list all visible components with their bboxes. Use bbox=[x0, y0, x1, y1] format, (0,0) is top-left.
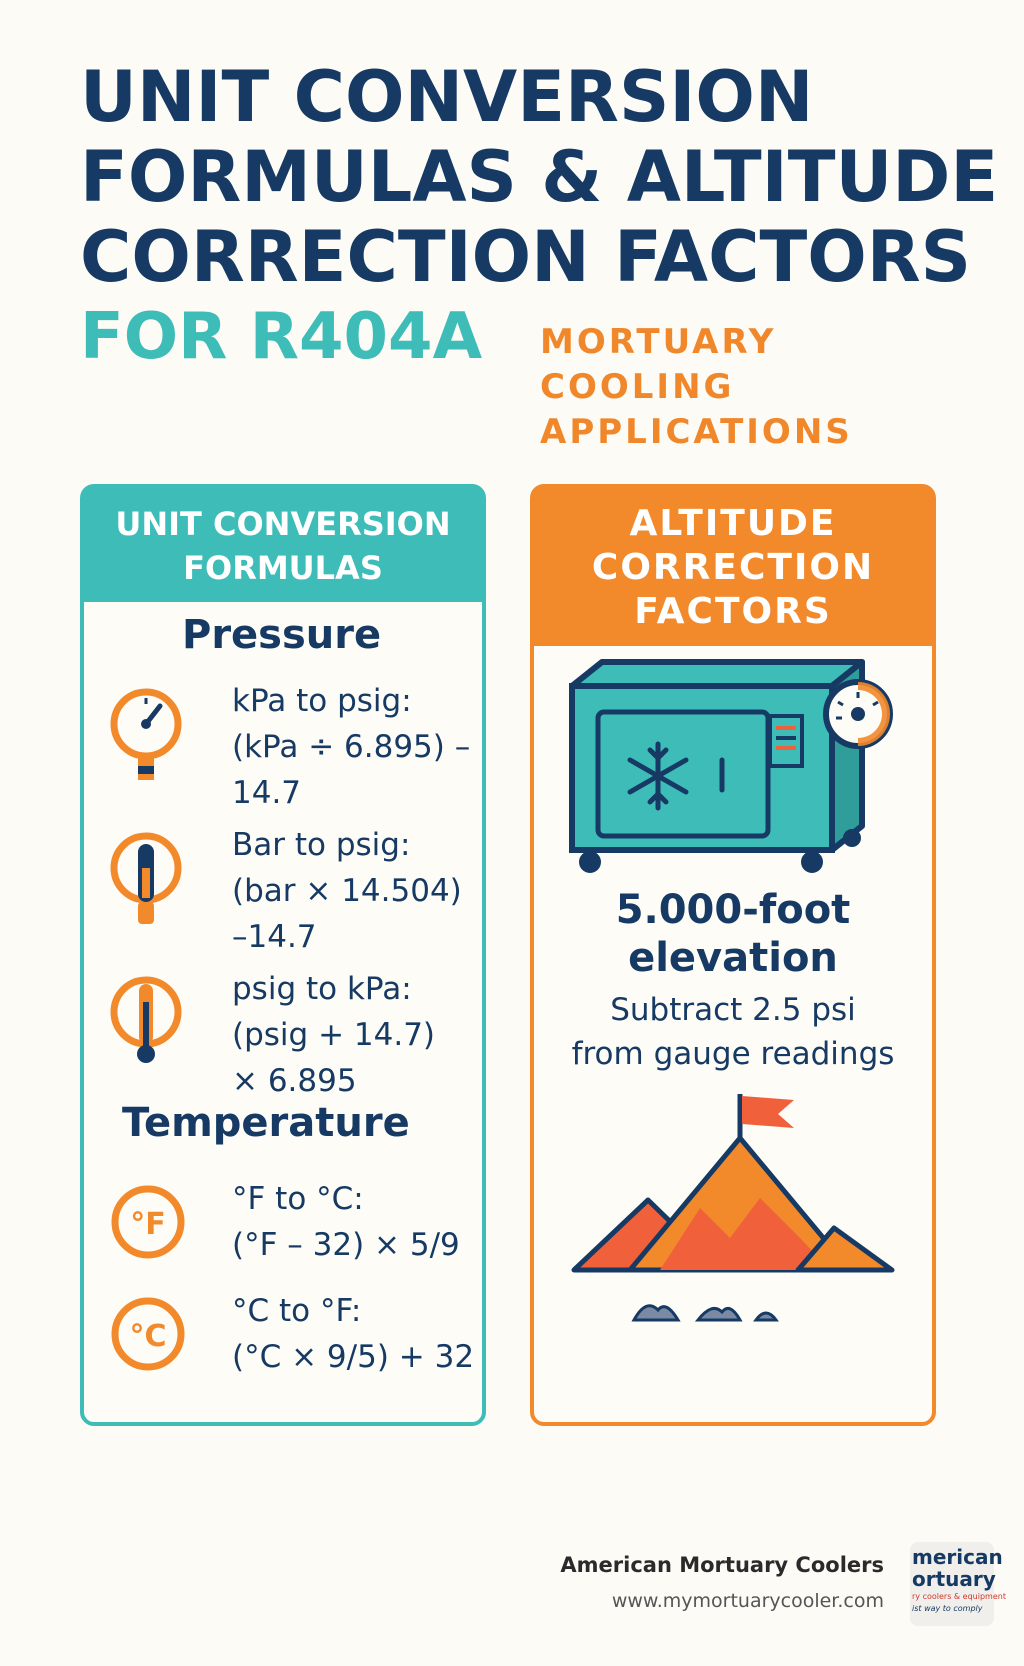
formula-line: –14.7 bbox=[232, 919, 317, 955]
tagline-line-2: COOLING bbox=[540, 367, 735, 407]
subtitle: FOR R404A bbox=[80, 300, 483, 374]
formula-line: Bar to psig: bbox=[232, 827, 411, 863]
tagline-line-1: MORTUARY bbox=[540, 322, 777, 362]
elevation-heading bbox=[534, 886, 932, 982]
formula-line: psig to kPa: bbox=[232, 971, 412, 1007]
conversion-row-psig-kpa bbox=[108, 966, 468, 1099]
formula-line: °F to °C: bbox=[232, 1181, 364, 1217]
title-line-3: CORRECTION FACTORS bbox=[80, 216, 972, 298]
bar-psig-formula bbox=[232, 822, 472, 960]
mountain-flag-icon bbox=[570, 1088, 900, 1348]
thermometer-gauge-icon bbox=[108, 972, 196, 1082]
unit-conversion-heading-line-1: UNIT CONVERSION bbox=[115, 505, 451, 543]
elevation-line-2: elevation bbox=[628, 935, 838, 981]
elevation-note bbox=[534, 988, 932, 1076]
title-line-1: UNIT CONVERSION bbox=[80, 56, 814, 138]
bar-gauge-icon bbox=[108, 828, 196, 938]
formula-line: × 6.895 bbox=[232, 1063, 357, 1099]
formula-line: kPa to psig: bbox=[232, 683, 412, 719]
elevation-note-line-2: from gauge readings bbox=[571, 1036, 895, 1072]
f-c-formula bbox=[232, 1176, 482, 1268]
pressure-heading: Pressure bbox=[182, 612, 382, 658]
formula-line: (psig + 14.7) bbox=[232, 1017, 436, 1053]
title-line-2: FORMULAS & ALTITUDE bbox=[80, 136, 999, 218]
conversion-row-c-f bbox=[108, 1288, 475, 1388]
altitude-heading-line-2: CORRECTION bbox=[591, 547, 875, 588]
unit-conversion-panel bbox=[80, 484, 486, 1426]
brand-url[interactable]: www.mymortuarycooler.com bbox=[611, 1590, 884, 1612]
temperature-heading: Temperature bbox=[122, 1100, 410, 1146]
unit-conversion-heading bbox=[84, 488, 482, 602]
altitude-heading-line-3: FACTORS bbox=[634, 591, 832, 632]
formula-line: 14.7 bbox=[232, 775, 302, 811]
tagline-line-3: APPLICATIONS bbox=[540, 412, 853, 452]
altitude-correction-panel bbox=[530, 484, 936, 1426]
logo-text-1: merican bbox=[912, 1545, 1003, 1569]
psig-kpa-formula bbox=[232, 966, 472, 1104]
tagline bbox=[540, 320, 860, 455]
kpa-psig-formula bbox=[232, 678, 472, 816]
logo-text-2: ortuary bbox=[912, 1567, 996, 1591]
elevation-note-line-1: Subtract 2.5 psi bbox=[610, 992, 856, 1028]
elevation-line-1: 5.000-foot bbox=[615, 887, 851, 933]
celsius-icon-label: °C bbox=[129, 1319, 167, 1354]
conversion-row-kpa-psig bbox=[108, 678, 471, 811]
formula-line: (bar × 14.504) bbox=[232, 873, 462, 909]
formula-line: (°C × 9/5) + 32 bbox=[232, 1339, 475, 1375]
pressure-gauge-icon bbox=[108, 684, 196, 794]
fahrenheit-icon bbox=[108, 1180, 196, 1268]
formula-line: °C to °F: bbox=[232, 1293, 362, 1329]
fahrenheit-icon-label: °F bbox=[130, 1207, 166, 1242]
altitude-correction-heading bbox=[534, 488, 932, 646]
company-logo bbox=[910, 1542, 1006, 1626]
altitude-heading-line-1: ALTITUDE bbox=[629, 503, 837, 544]
conversion-row-f-c bbox=[108, 1176, 468, 1276]
mortuary-cooler-icon bbox=[562, 656, 912, 886]
formula-line: (kPa ÷ 6.895) – bbox=[232, 729, 471, 765]
conversion-row-bar-psig bbox=[108, 822, 468, 955]
unit-conversion-heading-line-2: FORMULAS bbox=[183, 549, 383, 587]
c-f-formula bbox=[232, 1288, 482, 1380]
logo-text-4: ist way to comply bbox=[912, 1604, 983, 1613]
celsius-icon bbox=[108, 1292, 196, 1380]
logo-text-3: ry coolers & equipment bbox=[912, 1592, 1006, 1601]
formula-line: (°F – 32) × 5/9 bbox=[232, 1227, 460, 1263]
brand-name: American Mortuary Coolers bbox=[560, 1553, 884, 1577]
